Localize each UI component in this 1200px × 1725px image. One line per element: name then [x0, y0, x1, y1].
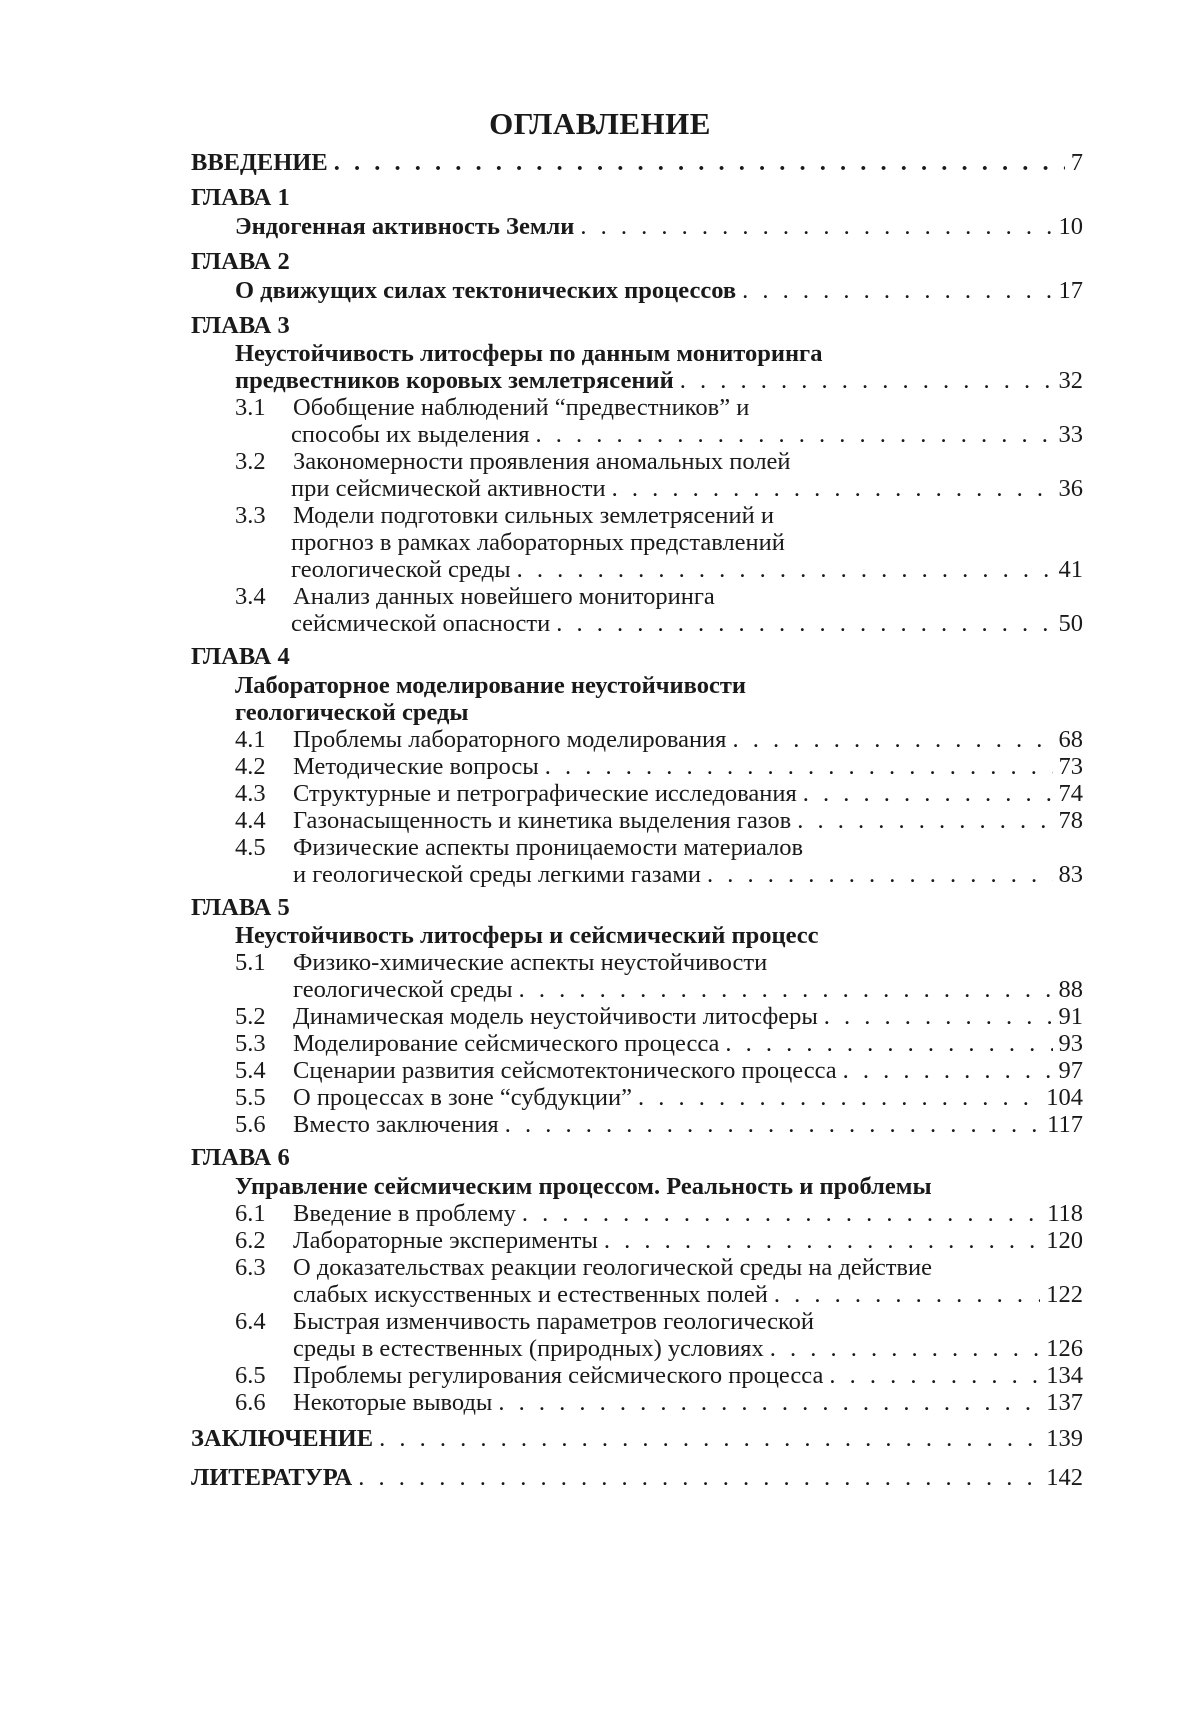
section-number: 3.4 — [235, 583, 266, 610]
section-3-4-cont[interactable] — [291, 610, 1083, 637]
section-4-5-cont[interactable] — [293, 861, 1083, 888]
section-title: Некоторые выводы — [293, 1388, 493, 1416]
dot-leader — [829, 1362, 1040, 1389]
page-number: 83 — [1058, 860, 1083, 888]
section-title: О процессах в зоне “субдукции” — [293, 1084, 632, 1111]
dot-leader — [638, 1084, 1040, 1111]
section-number: 6.2 — [235, 1226, 266, 1254]
section-number: 5.2 — [235, 1003, 266, 1030]
page-number: 10 — [1058, 213, 1083, 240]
toc-entry-ch1[interactable] — [235, 212, 1083, 242]
page-number: 74 — [1058, 779, 1083, 807]
section-title: Введение в проблему — [293, 1199, 516, 1227]
toc-entry-ch2[interactable] — [235, 276, 1083, 306]
dot-leader — [545, 753, 1053, 780]
dot-leader — [580, 212, 1052, 242]
section-number: 3.1 — [235, 394, 266, 421]
dot-leader — [379, 1424, 1040, 1454]
section-number: 3.2 — [235, 448, 266, 475]
section-5-2[interactable] — [191, 1003, 1083, 1030]
page-number: 41 — [1058, 556, 1083, 583]
section-title: Динамическая модель неустойчивости литосферы — [293, 1003, 818, 1030]
dot-leader — [612, 475, 1053, 502]
section-title-cont: геологической среды — [293, 976, 513, 1003]
chapter-title-cont: предвестников коровых землетрясений — [235, 367, 674, 394]
dot-leader — [843, 1057, 1053, 1084]
page-number: 33 — [1058, 421, 1083, 448]
section-title-cont: сейсмической опасности — [291, 610, 551, 637]
section-title: Сценарии развития сейсмотектонического процесса — [293, 1057, 837, 1084]
chapter-title: Лабораторное моделирование неустойчивости — [235, 671, 746, 699]
section-title-cont: и геологической среды легкими газами — [293, 860, 701, 888]
page-title: ОГЛАВЛЕНИЕ — [489, 106, 711, 141]
page-number: 126 — [1046, 1334, 1083, 1362]
section-title: Быстрая изменчивость параметров геологической — [293, 1307, 814, 1335]
dot-leader — [358, 1463, 1040, 1493]
chapter-heading: ГЛАВА 4 — [191, 643, 290, 670]
dot-leader — [517, 556, 1053, 583]
section-3-2[interactable] — [191, 448, 1083, 475]
section-number: 4.1 — [235, 725, 266, 753]
section-6-3-cont[interactable] — [293, 1281, 1083, 1308]
chapter-title: Эндогенная активность Земли — [235, 213, 575, 240]
dot-leader — [505, 1111, 1041, 1138]
section-title: Анализ данных новейшего мониторинга — [293, 583, 715, 610]
page-number: 91 — [1058, 1003, 1083, 1030]
page-number: 134 — [1046, 1361, 1083, 1389]
section-5-6[interactable] — [191, 1111, 1083, 1138]
section-6-1[interactable] — [191, 1200, 1083, 1227]
dot-leader — [725, 1030, 1052, 1057]
dot-leader — [522, 1200, 1041, 1227]
section-number: 4.4 — [235, 806, 266, 834]
chapter-title-cont: геологической среды — [235, 698, 469, 726]
page-number: 142 — [1046, 1464, 1083, 1491]
section-6-3[interactable] — [191, 1254, 1083, 1281]
section-number: 6.3 — [235, 1253, 266, 1281]
section-title: Проблемы регулирования сейсмического процесса — [293, 1361, 824, 1389]
section-title: О доказательствах реакции геологической среды на действие — [293, 1253, 932, 1281]
section-5-5[interactable] — [191, 1084, 1083, 1111]
section-title-cont: геологической среды — [291, 556, 511, 583]
section-title: Газонасыщенность и кинетика выделения газов — [293, 806, 792, 834]
section-6-4-cont[interactable] — [293, 1335, 1083, 1362]
dot-leader — [774, 1281, 1040, 1308]
section-title: Лабораторные эксперименты — [293, 1226, 598, 1254]
page-number: 17 — [1058, 277, 1083, 304]
page-number: 68 — [1058, 725, 1083, 753]
dot-leader — [498, 1389, 1040, 1416]
chapter-title: О движущих силах тектонических процессов — [235, 277, 737, 304]
dot-leader — [556, 610, 1052, 637]
page-number: 137 — [1046, 1388, 1083, 1416]
section-title-cont: прогноз в рамках лабораторных представлений — [291, 529, 785, 556]
page-number: 50 — [1058, 610, 1083, 637]
dot-leader — [824, 1003, 1053, 1030]
section-number: 6.1 — [235, 1199, 266, 1227]
page-number: 32 — [1058, 367, 1083, 394]
section-3-2-cont[interactable] — [291, 475, 1083, 502]
section-4-2[interactable] — [191, 753, 1083, 780]
page-number: 7 — [1070, 149, 1083, 176]
section-title: Физические аспекты проницаемости материалов — [293, 833, 804, 861]
section-5-3[interactable] — [191, 1030, 1083, 1057]
section-4-4[interactable] — [191, 807, 1083, 834]
section-number: 6.6 — [235, 1388, 266, 1416]
page-number: 139 — [1046, 1424, 1083, 1452]
dot-leader — [742, 276, 1052, 306]
toc-entry-label: ЛИТЕРАТУРА — [191, 1464, 353, 1491]
section-5-1-cont[interactable] — [293, 976, 1083, 1003]
section-5-4[interactable] — [191, 1057, 1083, 1084]
dot-leader — [334, 148, 1065, 178]
section-3-3-cont[interactable] — [291, 556, 1083, 583]
section-title: Проблемы лабораторного моделирования — [293, 725, 727, 753]
section-number: 4.3 — [235, 779, 266, 807]
section-4-3[interactable] — [191, 780, 1083, 807]
chapter-heading: ГЛАВА 6 — [191, 1144, 290, 1171]
dot-leader — [680, 367, 1053, 394]
page-number: 93 — [1058, 1030, 1083, 1057]
dot-leader — [519, 976, 1053, 1003]
section-number: 5.5 — [235, 1084, 266, 1111]
section-6-4[interactable] — [191, 1308, 1083, 1335]
page-number: 36 — [1058, 475, 1083, 502]
section-3-1-cont[interactable] — [291, 421, 1083, 448]
section-6-6[interactable] — [191, 1389, 1083, 1416]
section-number: 3.3 — [235, 502, 266, 529]
toc-entry-label: ЗАКЛЮЧЕНИЕ — [191, 1424, 374, 1452]
dot-leader — [707, 861, 1053, 888]
page-number: 117 — [1047, 1111, 1083, 1138]
dot-leader — [770, 1335, 1041, 1362]
page-number: 120 — [1046, 1226, 1083, 1254]
section-5-1[interactable] — [191, 949, 1083, 976]
section-3-4[interactable] — [191, 583, 1083, 610]
section-title: Физико-химические аспекты неустойчивости — [293, 949, 768, 976]
section-4-5[interactable] — [191, 834, 1083, 861]
dot-leader — [797, 807, 1052, 834]
section-title: Структурные и петрографические исследования — [293, 779, 797, 807]
page-number: 118 — [1047, 1199, 1083, 1227]
chapter-title: Неустойчивость литосферы по данным мониторинга — [235, 340, 823, 367]
toc-entry-literature[interactable] — [191, 1463, 1083, 1493]
chapter-heading: ГЛАВА 1 — [191, 183, 290, 211]
section-title-cont: при сейсмической активности — [291, 475, 606, 502]
page-number: 104 — [1046, 1084, 1083, 1111]
section-3-3-line2 — [291, 529, 1083, 556]
chapter-heading: ГЛАВА 2 — [191, 247, 290, 275]
section-number: 5.1 — [235, 949, 266, 976]
dot-leader — [803, 780, 1053, 807]
section-title: Модели подготовки сильных землетрясений и — [293, 502, 774, 529]
section-6-5[interactable] — [191, 1362, 1083, 1389]
section-title: Вместо заключения — [293, 1111, 499, 1138]
page-number: 78 — [1058, 806, 1083, 834]
chapter-heading: ГЛАВА 5 — [191, 893, 290, 921]
section-title: Закономерности проявления аномальных полей — [293, 448, 791, 475]
section-number: 6.5 — [235, 1361, 266, 1389]
chapter-heading: ГЛАВА 3 — [191, 311, 290, 339]
section-title: Обобщение наблюдений “предвестников” и — [293, 394, 750, 421]
section-title-cont: среды в естественных (природных) условиях — [293, 1334, 764, 1362]
page-number: 88 — [1058, 976, 1083, 1003]
toc-entry-intro[interactable] — [191, 148, 1083, 178]
section-number: 5.3 — [235, 1030, 266, 1057]
toc-entry-label: ВВЕДЕНИЕ — [191, 149, 328, 176]
chapter-title: Неустойчивость литосферы и сейсмический процесс — [235, 922, 819, 949]
dot-leader — [535, 421, 1052, 448]
section-number: 5.6 — [235, 1111, 266, 1138]
section-6-2[interactable] — [191, 1227, 1083, 1254]
toc-entry-conclusion[interactable] — [191, 1424, 1083, 1454]
section-3-1[interactable] — [191, 394, 1083, 421]
section-number: 4.2 — [235, 752, 266, 780]
dot-leader — [604, 1227, 1040, 1254]
section-number: 4.5 — [235, 833, 266, 861]
section-title: Моделирование сейсмического процесса — [293, 1030, 720, 1057]
section-number: 6.4 — [235, 1307, 266, 1335]
page-number: 73 — [1058, 752, 1083, 780]
chapter-title: Управление сейсмическим процессом. Реальность и проблемы — [235, 1172, 932, 1200]
section-3-3[interactable] — [191, 502, 1083, 529]
section-title-cont: слабых искусственных и естественных полей — [293, 1280, 768, 1308]
page-number: 97 — [1058, 1057, 1083, 1084]
table-of-contents — [191, 148, 1083, 1493]
section-title: Методические вопросы — [293, 752, 539, 780]
dot-leader — [732, 726, 1052, 753]
section-4-1[interactable] — [191, 726, 1083, 753]
section-title-cont: способы их выделения — [291, 421, 530, 448]
page-number: 122 — [1046, 1280, 1083, 1308]
toc-entry-ch3[interactable] — [235, 367, 1083, 394]
section-number: 5.4 — [235, 1057, 266, 1084]
